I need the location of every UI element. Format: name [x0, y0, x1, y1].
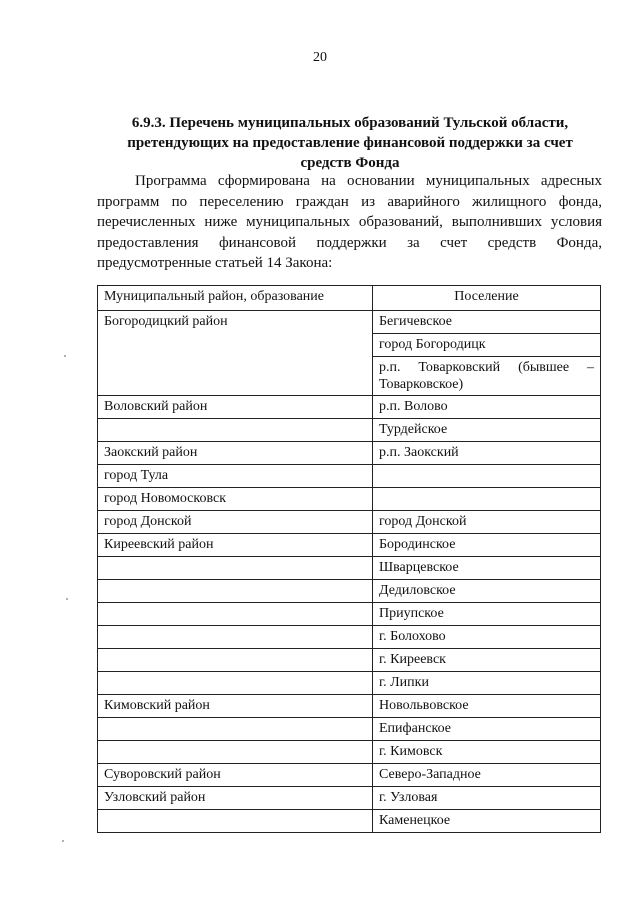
- table-row: [98, 311, 601, 334]
- scan-speck: [66, 598, 68, 600]
- municipality-cell: [98, 580, 373, 603]
- settlement-cell: г. Болохово: [373, 626, 601, 649]
- settlement-cell: Каменецкое: [373, 810, 601, 833]
- table-row: [98, 488, 601, 511]
- table-row: [98, 695, 601, 718]
- settlement-cell: г. Кимовск: [373, 741, 601, 764]
- section-title-line: средств Фонда: [300, 155, 400, 171]
- municipality-cell: [98, 419, 373, 442]
- table-row: [98, 741, 601, 764]
- municipality-cell: [98, 718, 373, 741]
- table-row: [98, 672, 601, 695]
- municipality-cell: Кимовский район: [98, 695, 373, 718]
- settlement-cell: г. Киреевск: [373, 649, 601, 672]
- municipality-cell: Заокский район: [98, 442, 373, 465]
- municipality-cell: [98, 603, 373, 626]
- table-row: [98, 465, 601, 488]
- municipality-cell: Суворовский район: [98, 764, 373, 787]
- settlement-cell: [373, 465, 601, 488]
- municipality-cell: [98, 557, 373, 580]
- table-row: [98, 764, 601, 787]
- table-row: [98, 718, 601, 741]
- settlement-cell: город Донской: [373, 511, 601, 534]
- table-body: [98, 311, 601, 833]
- section-title: [100, 113, 600, 173]
- municipality-cell: город Новомосковск: [98, 488, 373, 511]
- table-row: [98, 511, 601, 534]
- municipality-cell: [98, 626, 373, 649]
- municipality-cell: Узловский район: [98, 787, 373, 810]
- municipality-cell: Богородицкий район: [98, 311, 373, 396]
- section-title-line: 6.9.3. Перечень муниципальных образований Тульской области,: [131, 115, 569, 131]
- settlement-cell: р.п. Волово: [373, 396, 601, 419]
- settlement-cell: р.п. Заокский: [373, 442, 601, 465]
- page-number: 20: [313, 50, 327, 65]
- municipalities-table: [97, 285, 601, 833]
- table-row: [98, 534, 601, 557]
- table-row: [98, 787, 601, 810]
- municipality-cell: [98, 649, 373, 672]
- scan-speck: [64, 355, 66, 357]
- municipality-cell: [98, 741, 373, 764]
- column-header-municipality: Муниципальный район, образование: [98, 286, 373, 311]
- table-header-row: [98, 286, 601, 311]
- municipality-cell: Киреевский район: [98, 534, 373, 557]
- settlement-cell: Дедиловское: [373, 580, 601, 603]
- municipality-cell: город Донской: [98, 511, 373, 534]
- section-title-line: претендующих на предоставление финансовой поддержки за счет: [127, 135, 573, 151]
- settlement-cell: Приупское: [373, 603, 601, 626]
- settlement-cell: [373, 488, 601, 511]
- table-row: [98, 810, 601, 833]
- municipality-cell: Воловский район: [98, 396, 373, 419]
- settlement-cell: р.п. Товарковский (бывшее – Товарковское): [373, 357, 601, 396]
- table-row: [98, 626, 601, 649]
- municipality-cell: [98, 810, 373, 833]
- table-row: [98, 557, 601, 580]
- settlement-cell: г. Липки: [373, 672, 601, 695]
- scan-speck: [62, 840, 64, 842]
- settlement-cell: Северо-Западное: [373, 764, 601, 787]
- municipality-cell: город Тула: [98, 465, 373, 488]
- settlement-cell: Епифанское: [373, 718, 601, 741]
- intro-paragraph: Программа сформирована на основании муниципальных адресных программ по переселению граждан из аварийного жилищного фонда, перечисленных ниже муниципальных образований, выполнивших условия предоставления финансовой поддержки за счет средств Фонда, предусмотренные статьей 14 Закона:: [97, 173, 602, 271]
- settlement-cell: г. Узловая: [373, 787, 601, 810]
- table-row: [98, 442, 601, 465]
- settlement-cell: Бегичевское: [373, 311, 601, 334]
- settlement-cell: Новольвовское: [373, 695, 601, 718]
- table-row: [98, 649, 601, 672]
- settlement-cell: Шварцевское: [373, 557, 601, 580]
- settlement-cell: город Богородицк: [373, 334, 601, 357]
- column-header-settlement: Поселение: [373, 286, 601, 311]
- settlement-cell: Турдейское: [373, 419, 601, 442]
- table-row: [98, 396, 601, 419]
- table-row: [98, 419, 601, 442]
- settlement-cell: Бородинское: [373, 534, 601, 557]
- municipality-cell: [98, 672, 373, 695]
- table-row: [98, 603, 601, 626]
- table-row: [98, 580, 601, 603]
